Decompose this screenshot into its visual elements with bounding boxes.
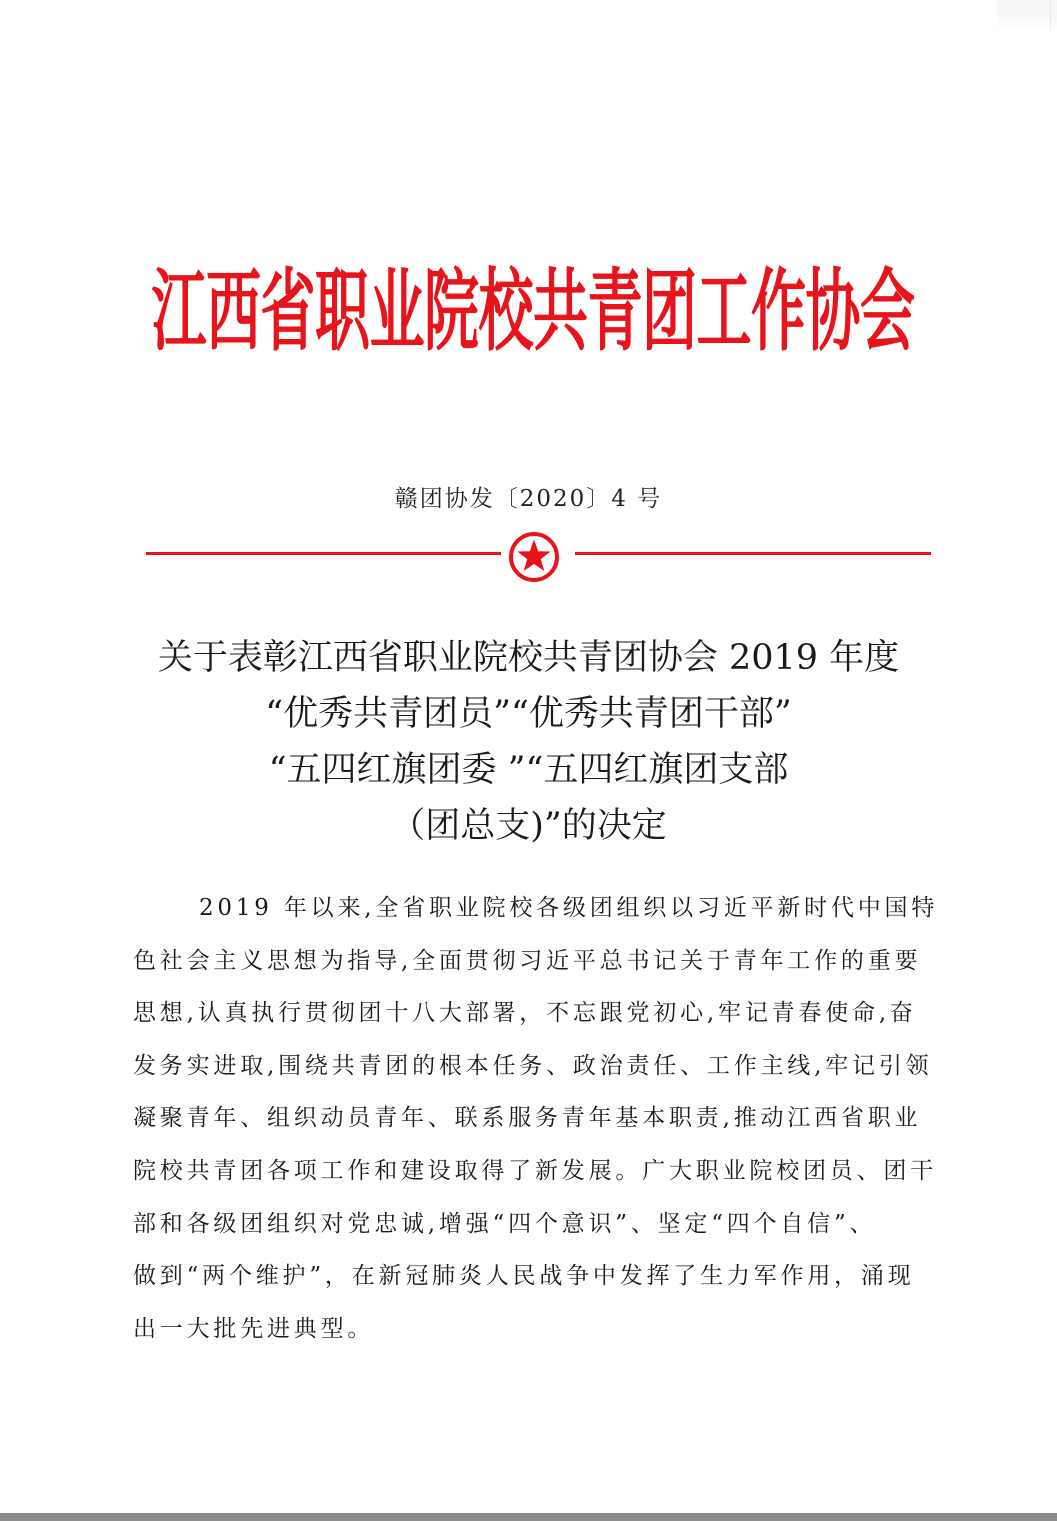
body-paragraph — [133, 882, 939, 1355]
page-bottom-bar — [0, 1513, 1057, 1521]
title-line: （团总支)”的决定 — [390, 806, 667, 846]
document-number: 赣团协发〔2020〕4 号 — [394, 486, 663, 512]
organization-header: 江西省职业院校共青团工作协会 — [151, 259, 915, 364]
body-line: 出一大批先进典型。 — [133, 1315, 375, 1342]
decision-title — [100, 630, 957, 854]
title-line: “五四红旗团委 ”“五四红旗团支部 — [268, 750, 789, 790]
red-rule-left — [146, 552, 501, 555]
body-line: 思想,认真执行贯彻团十八大部署，不忘跟党初心,牢记青春使命,奋 — [133, 1000, 917, 1027]
body-line: 部和各级团组织对党忠诚,增强“四个意识”、坚定“四个自信”、 — [133, 1210, 877, 1237]
body-line: 做到“两个维护”，在新冠肺炎人民战争中发挥了生力军作用，涌现 — [133, 1263, 915, 1290]
body-line: 2019 年以来,全省职业院校各级团组织以习近平新时代中国特 — [199, 895, 939, 921]
body-line: 发务实进取,围绕共青团的根本任务、政治责任、工作主线,牢记引领 — [133, 1052, 933, 1079]
body-line: 凝聚青年、组织动员青年、联系服务青年基本职责,推动江西省职业 — [133, 1105, 922, 1132]
title-line: 关于表彰江西省职业院校共青团协会 2019 年度 — [157, 638, 900, 678]
body-line: 色社会主义思想为指导,全面贯彻习近平总书记关于青年工作的重要 — [133, 947, 922, 974]
title-line: “优秀共青团员”“优秀共青团干部” — [265, 694, 792, 734]
red-star-icon — [507, 530, 561, 584]
red-rule-right — [575, 552, 931, 555]
page-corner-edge — [997, 0, 1057, 32]
body-line: 院校共青团各项工作和建设取得了新发展。广大职业院校团员、团干 — [133, 1157, 937, 1184]
